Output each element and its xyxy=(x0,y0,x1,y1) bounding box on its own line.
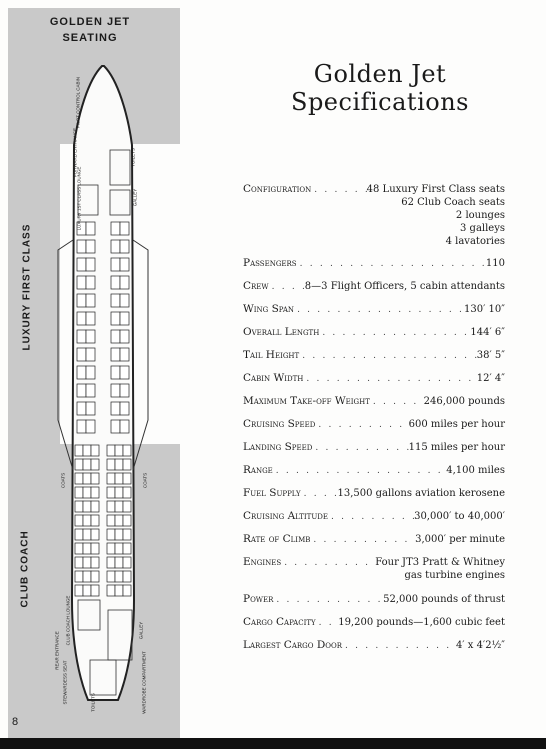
spec-value: 246,000 pounds xyxy=(423,396,505,407)
page-number: 8 xyxy=(12,716,19,728)
spec-value: 12′ 4″ xyxy=(476,373,505,384)
spec-row xyxy=(243,533,505,546)
coach-seat xyxy=(115,487,123,498)
coach-seat xyxy=(75,571,83,582)
first-class-seat xyxy=(111,276,120,289)
spec-label: Cruising Speed xyxy=(243,418,316,430)
first-class-seat xyxy=(77,420,86,433)
first-class-seat xyxy=(77,384,86,397)
coach-seat xyxy=(75,459,83,470)
spec-item xyxy=(243,510,505,523)
first-class-seat xyxy=(111,222,120,235)
first-class-seat xyxy=(86,366,95,379)
spec-item xyxy=(243,349,505,362)
spec-value: 110 xyxy=(485,258,505,269)
spec-item xyxy=(243,183,505,248)
spec-row xyxy=(243,303,505,316)
coach-seat xyxy=(123,459,131,470)
first-class-seat xyxy=(86,312,95,325)
coach-seat xyxy=(107,445,115,456)
spec-row xyxy=(243,639,505,652)
coach-seat xyxy=(91,473,99,484)
spec-label: Crew xyxy=(243,280,269,292)
seating-title-line1: GOLDEN JET xyxy=(49,16,131,28)
spec-row xyxy=(243,616,505,629)
bottom-bar xyxy=(0,738,546,749)
seating-title-line2: SEATING xyxy=(62,32,118,44)
coach-seat xyxy=(107,529,115,540)
coach-seat xyxy=(123,473,131,484)
spec-label: Landing Speed xyxy=(243,441,313,453)
spec-item xyxy=(243,372,505,385)
spec-row xyxy=(243,372,505,385)
dot-leader xyxy=(294,304,464,317)
spec-item xyxy=(243,487,505,500)
spec-value: 4,100 miles xyxy=(446,465,505,476)
dot-leader xyxy=(342,640,456,653)
coats-left-label: COATS xyxy=(60,472,66,489)
spec-label: Largest Cargo Door xyxy=(243,639,342,651)
first-class-seat xyxy=(86,330,95,343)
specs-title-line1: Golden Jet xyxy=(313,60,447,88)
spec-row xyxy=(243,395,505,408)
dot-leader xyxy=(312,442,408,455)
spec-value-continuation: 2 lounges xyxy=(455,210,505,221)
spec-label: Wing Span xyxy=(243,303,295,315)
spec-item xyxy=(243,418,505,431)
coach-seat xyxy=(115,529,123,540)
coach-seat xyxy=(75,515,83,526)
coach-seat xyxy=(115,571,123,582)
coach-seat xyxy=(83,487,91,498)
dot-leader xyxy=(269,281,305,294)
first-class-seat xyxy=(120,330,129,343)
coach-seat xyxy=(123,585,131,596)
coach-seat xyxy=(107,557,115,568)
spec-row xyxy=(243,257,505,270)
spec-value-continuation: 3 galleys xyxy=(460,223,505,234)
coach-seat xyxy=(83,543,91,554)
first-class-seat xyxy=(77,366,86,379)
spec-item xyxy=(243,303,505,316)
first-class-seat xyxy=(111,312,120,325)
coach-seat xyxy=(115,445,123,456)
first-class-seat xyxy=(77,258,86,271)
coach-seat xyxy=(91,557,99,568)
coach-seat xyxy=(115,473,123,484)
spec-value-continuation: 4 lavatories xyxy=(445,236,505,247)
spec-label: Overall Length xyxy=(243,326,320,338)
first-class-seat xyxy=(120,294,129,307)
spec-value-continuation: 62 Club Coach seats xyxy=(401,197,505,208)
spec-item xyxy=(243,593,505,606)
first-class-seat xyxy=(120,420,129,433)
first-class-seat xyxy=(111,348,120,361)
spec-value: 38′ 5″ xyxy=(476,350,505,361)
coach-seat xyxy=(75,543,83,554)
first-class-seat xyxy=(77,402,86,415)
seating-header xyxy=(20,14,160,46)
first-class-seat xyxy=(120,366,129,379)
coach-seat xyxy=(123,557,131,568)
coach-seat xyxy=(83,515,91,526)
spec-item xyxy=(243,326,505,339)
left-wing xyxy=(58,240,73,470)
coach-seat xyxy=(107,515,115,526)
spec-label: Passengers xyxy=(243,257,297,269)
spec-label: Rate of Climb xyxy=(243,533,311,545)
first-class-seat xyxy=(86,384,95,397)
rear-toilets-label: TOILETS xyxy=(90,693,96,712)
first-class-seat xyxy=(111,402,120,415)
spec-value: 13,500 gallons aviation kerosene xyxy=(337,488,505,499)
spec-value: 19,200 pounds—1,600 cubic feet xyxy=(338,617,505,628)
first-class-seat xyxy=(120,222,129,235)
dot-leader xyxy=(301,488,338,501)
coach-seat xyxy=(75,445,83,456)
spec-row xyxy=(243,280,505,293)
first-class-seat xyxy=(86,276,95,289)
dot-leader xyxy=(316,617,339,630)
coach-seat xyxy=(91,515,99,526)
spec-row xyxy=(243,418,505,431)
spec-value: 8—3 Flight Officers, 5 cabin attendants xyxy=(304,281,505,292)
rear-galley-label: GALLEY xyxy=(138,621,144,640)
coach-seat xyxy=(83,571,91,582)
coach-seat xyxy=(91,585,99,596)
coach-seat xyxy=(115,585,123,596)
dot-leader xyxy=(297,258,486,271)
spec-value: 130′ 10″ xyxy=(464,304,505,315)
first-class-seat xyxy=(86,348,95,361)
first-class-seat xyxy=(120,240,129,253)
coach-seat xyxy=(75,501,83,512)
coach-seat xyxy=(107,501,115,512)
spec-label: Engines xyxy=(243,556,282,568)
spec-label: Cargo Capacity xyxy=(243,616,316,628)
coach-seat xyxy=(83,529,91,540)
dot-leader xyxy=(273,465,446,478)
coach-seat xyxy=(123,571,131,582)
rear-entrance-label: REAR ENTRANCE xyxy=(54,631,60,670)
spec-row xyxy=(243,556,505,569)
coach-seat xyxy=(115,515,123,526)
club-coach-label: CLUB COACH xyxy=(19,530,31,608)
coats-right-label: COATS xyxy=(142,472,148,489)
coach-seat xyxy=(75,473,83,484)
spec-label: Tail Height xyxy=(243,349,300,361)
spec-label: Cabin Width xyxy=(243,372,304,384)
first-class-seat xyxy=(111,258,120,271)
spec-item xyxy=(243,533,505,546)
dot-leader xyxy=(281,557,375,570)
coach-seat xyxy=(83,501,91,512)
first-class-seat xyxy=(77,276,86,289)
coach-seat xyxy=(83,445,91,456)
spec-value-continuation: gas turbine engines xyxy=(404,570,505,581)
dot-leader xyxy=(303,373,476,386)
spec-row xyxy=(243,326,505,339)
coach-seat xyxy=(123,543,131,554)
coach-seat xyxy=(83,557,91,568)
coach-seat xyxy=(107,487,115,498)
coach-seat xyxy=(123,487,131,498)
pilot-cabin-label: PILOT CONTROL CABIN xyxy=(75,77,81,129)
spec-value: 4′ x 4′2½″ xyxy=(455,640,505,651)
coach-seat xyxy=(75,487,83,498)
first-class-seat xyxy=(111,384,120,397)
spec-value: 115 miles per hour xyxy=(408,442,505,453)
first-class-seat xyxy=(111,240,120,253)
first-class-seat xyxy=(111,420,120,433)
dot-leader xyxy=(328,511,414,524)
dot-leader xyxy=(273,594,383,607)
coach-seat xyxy=(107,473,115,484)
spec-item xyxy=(243,441,505,454)
first-class-seat xyxy=(86,222,95,235)
coach-seat xyxy=(75,585,83,596)
coach-seat xyxy=(91,529,99,540)
coach-seat xyxy=(75,557,83,568)
spec-row xyxy=(243,441,505,454)
luxury-first-class-label: LUXURY FIRST CLASS xyxy=(21,223,33,351)
specs-title-line2: Specifications xyxy=(291,88,469,116)
spec-row xyxy=(243,349,505,362)
spec-row xyxy=(243,183,505,196)
spec-value: 144′ 6″ xyxy=(470,327,505,338)
first-class-seat xyxy=(86,402,95,415)
first-class-seat xyxy=(77,294,86,307)
first-class-seat xyxy=(86,294,95,307)
coach-seat xyxy=(115,557,123,568)
coach-seat xyxy=(91,543,99,554)
spec-value: 3,000′ per minute xyxy=(415,534,505,545)
right-wing xyxy=(133,240,148,470)
dot-leader xyxy=(310,534,415,547)
spec-label: Cruising Altitude xyxy=(243,510,328,522)
first-class-seat xyxy=(120,348,129,361)
specs-title xyxy=(250,60,510,116)
coach-seat xyxy=(115,501,123,512)
first-class-seat xyxy=(86,240,95,253)
first-class-seat xyxy=(77,312,86,325)
coach-seat xyxy=(91,487,99,498)
spec-row xyxy=(243,464,505,477)
coach-seat xyxy=(107,543,115,554)
spec-item xyxy=(243,395,505,408)
dot-leader xyxy=(319,327,470,340)
spec-row xyxy=(243,593,505,606)
stewardess-seat-label: STEWARDESS SEAT xyxy=(62,660,68,705)
dot-leader xyxy=(370,396,424,409)
spec-item xyxy=(243,257,505,270)
first-class-seat xyxy=(77,330,86,343)
spec-row xyxy=(243,487,505,500)
first-class-seat xyxy=(77,348,86,361)
coach-seat xyxy=(91,571,99,582)
spec-label: Range xyxy=(243,464,273,476)
dot-leader xyxy=(311,184,366,197)
spec-value: 30,000′ to 40,000′ xyxy=(414,511,505,522)
coach-seat xyxy=(107,571,115,582)
dot-leader xyxy=(315,419,408,432)
coach-seat xyxy=(107,459,115,470)
dot-leader xyxy=(299,350,477,363)
spec-item xyxy=(243,616,505,629)
front-galley-label: GALLEY xyxy=(132,188,138,207)
coach-seat xyxy=(123,515,131,526)
coach-seat xyxy=(123,445,131,456)
coach-seat xyxy=(91,445,99,456)
coach-seat xyxy=(83,459,91,470)
coach-seat xyxy=(123,529,131,540)
front-toilets-label: TOILETS xyxy=(130,148,136,167)
lounge-label: LUXURY 1ST CLASS LOUNGE xyxy=(76,166,82,231)
coach-seat xyxy=(115,543,123,554)
coach-seat xyxy=(83,473,91,484)
first-class-seat xyxy=(120,402,129,415)
spec-value: 52,000 pounds of thrust xyxy=(383,594,505,605)
first-class-seat xyxy=(120,276,129,289)
coach-seat xyxy=(91,501,99,512)
spec-label: Power xyxy=(243,593,274,605)
spec-item xyxy=(243,280,505,293)
coach-seat xyxy=(75,529,83,540)
first-class-seat xyxy=(111,294,120,307)
spec-item xyxy=(243,464,505,477)
first-class-seat xyxy=(120,258,129,271)
coach-lounge-label: CLUB COACH LOUNGE xyxy=(65,595,71,646)
spec-row xyxy=(243,510,505,523)
spec-value: 600 miles per hour xyxy=(408,419,505,430)
seating-diagram xyxy=(0,0,190,740)
spec-item xyxy=(243,639,505,652)
spec-label: Configuration xyxy=(243,183,312,195)
forward-entrance-label: FORWARD ENTRANCE xyxy=(72,128,78,178)
coach-seat xyxy=(115,459,123,470)
spec-item xyxy=(243,556,505,582)
coach-seat xyxy=(123,501,131,512)
spec-value: 48 Luxury First Class seats xyxy=(366,184,505,195)
first-class-seat xyxy=(120,384,129,397)
wardrobe-label: WARDROBE COMPARTMENT xyxy=(141,651,147,714)
first-class-seat xyxy=(111,330,120,343)
spec-label: Fuel Supply xyxy=(243,487,301,499)
coach-seat xyxy=(83,585,91,596)
spec-value: Four JT3 Pratt & Whitney xyxy=(375,557,505,568)
spec-label: Maximum Take-off Weight xyxy=(243,395,370,407)
first-class-seat xyxy=(120,312,129,325)
first-class-seat xyxy=(86,420,95,433)
coach-seat xyxy=(91,459,99,470)
coach-seat xyxy=(107,585,115,596)
luxury-panel xyxy=(8,144,60,444)
first-class-seat xyxy=(86,258,95,271)
first-class-seat xyxy=(111,366,120,379)
